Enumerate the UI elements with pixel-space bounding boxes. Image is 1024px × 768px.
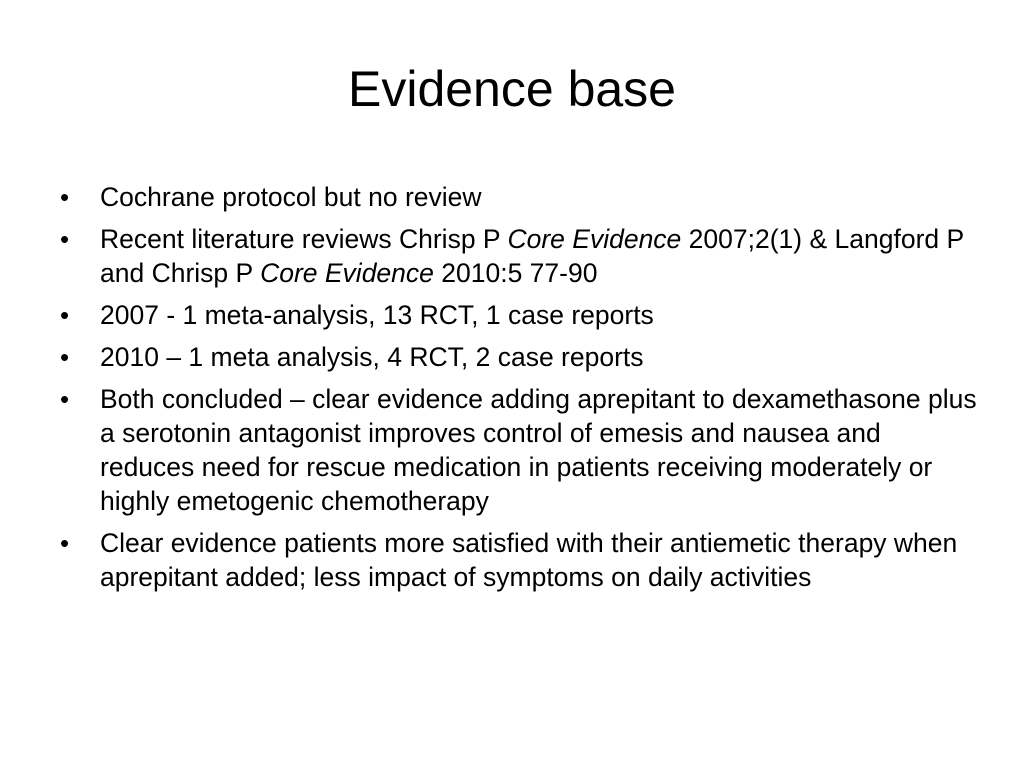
bullet-item-2007: [60, 298, 980, 332]
bullet-text: [100, 224, 964, 288]
bullet-dot-icon: •: [60, 528, 70, 558]
bullet-dot-icon: •: [60, 384, 70, 414]
bullet-item-cochrane: [60, 180, 980, 214]
journal-name: Core Evidence: [260, 258, 434, 288]
bullet-text-part: Recent literature reviews Chrisp P: [100, 224, 508, 254]
bullet-text-part: 2007;2(1) & Langford P and Chrisp P: [100, 224, 964, 288]
bullet-dot-icon: •: [60, 342, 70, 372]
bullet-item-both-concluded: [60, 382, 980, 518]
bullet-item-literature-reviews: [60, 222, 980, 290]
bullet-item-2010: [60, 340, 980, 374]
bullet-text-part: 2010:5 77-90: [433, 258, 598, 288]
bullet-text: 2010 – 1 meta analysis, 4 RCT, 2 case reports: [100, 342, 644, 372]
bullet-text: Cochrane protocol but no review: [100, 182, 482, 212]
bullet-dot-icon: •: [60, 182, 70, 212]
bullet-dot-icon: •: [60, 300, 70, 330]
bullet-text: Clear evidence patients more satisfied with their antiemetic therapy when aprepitant added; less impact of symptoms on daily activities: [100, 528, 958, 592]
bullet-dot-icon: •: [60, 224, 70, 254]
journal-name: Core Evidence: [507, 224, 682, 254]
bullet-text: 2007 - 1 meta-analysis, 13 RCT, 1 case reports: [100, 300, 654, 330]
bullet-list: [60, 180, 980, 602]
slide-title: Evidence base: [347, 61, 676, 117]
bullet-text: Both concluded – clear evidence adding aprepitant to dexamethasone plus a serotonin antagonist improves control of emesis and nausea and reduces need for rescue medication in patients receiving moderately or highly emetogenic chemotherapy: [100, 384, 977, 516]
bullet-item-satisfaction: [60, 526, 980, 594]
